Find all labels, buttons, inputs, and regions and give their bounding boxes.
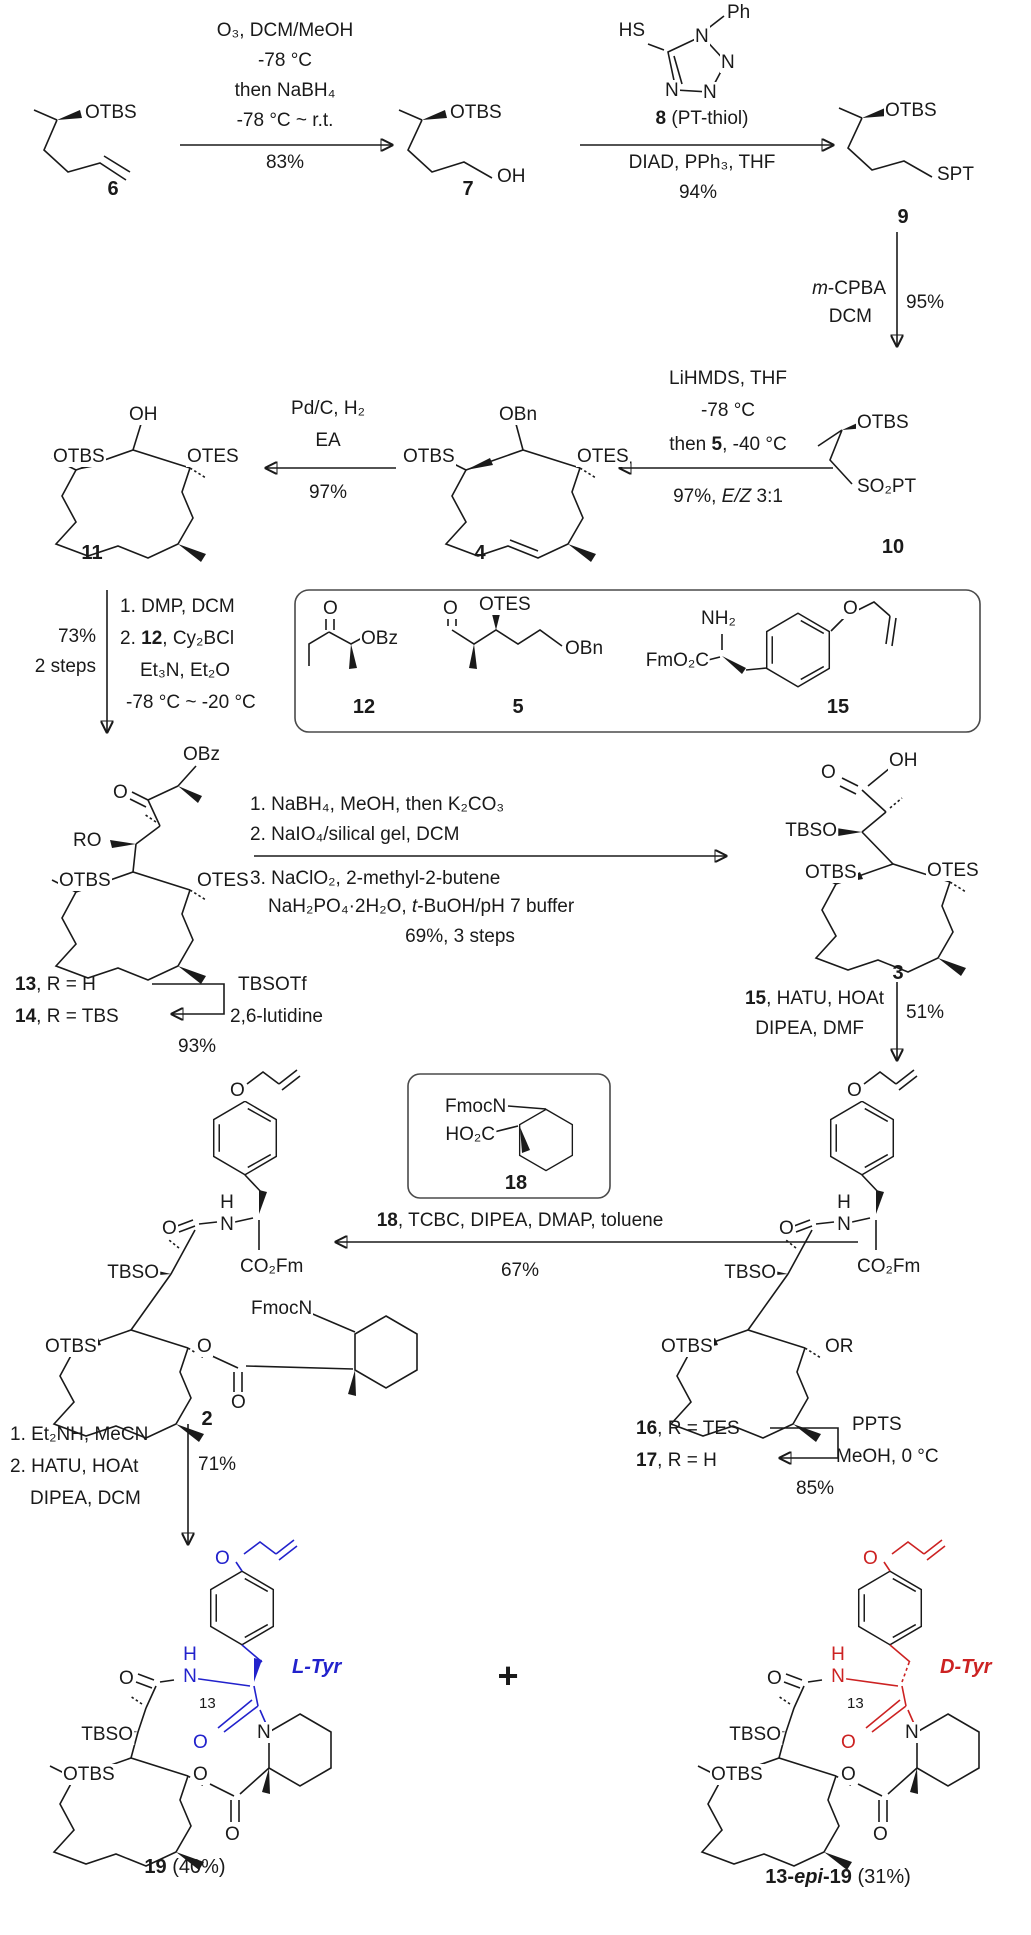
caption-19 [144, 1856, 225, 1878]
structure-11 [52, 424, 206, 562]
arrow-step9 [152, 984, 224, 1014]
step6-yield: 73% [57, 626, 96, 647]
label-fmocn-2: FmocN [251, 1298, 313, 1319]
step6-reagent-line: Et₃N, Et₂O [140, 660, 231, 681]
label-otes-11: OTES [187, 446, 239, 467]
step7-buffer-b: -BuOH/pH 7 buffer [417, 896, 575, 917]
label-o-ester-epi19: O [841, 1764, 856, 1785]
label-otbs-2: OTBS [45, 1336, 97, 1357]
step3-mcpba-italic: m [812, 278, 828, 299]
step5-reagent-line: EA [315, 430, 341, 451]
structure-2 [50, 1070, 417, 1442]
label-nh2-15: NH₂ [701, 608, 736, 629]
label-o-5: O [443, 598, 458, 619]
label-o-peptide-epi19: O [841, 1732, 856, 1753]
step8-reagents: , HATU, HOAt [766, 988, 884, 1009]
compound-number-17: 17 [636, 1450, 658, 1471]
label-or-16: OR [825, 1336, 854, 1357]
step12-yield: 71% [198, 1454, 237, 1475]
label-ltyr-19 [292, 1656, 341, 1678]
label-n-19: N [183, 1666, 197, 1687]
compound-number-15: 15 [826, 696, 850, 718]
step1-reagent-line: then NaBH₄ [234, 80, 336, 101]
label-obn-5: OBn [565, 638, 604, 659]
label-o-3: O [821, 762, 836, 783]
compound-number-19: 19 [144, 1856, 167, 1878]
label-n-pip-epi19: N [905, 1722, 919, 1743]
label-o-allyl-16: O [847, 1080, 862, 1101]
variant-17-r: , R = H [657, 1450, 717, 1471]
label-o-carbonyl-epi19: O [873, 1824, 888, 1845]
label-obn-4: OBn [499, 404, 538, 425]
compound-number-4: 4 [474, 542, 486, 564]
label-n-epi19: N [831, 1666, 845, 1687]
step6-2: 2. [120, 628, 142, 649]
step1-reagent-line: O₃, DCM/MeOH [216, 20, 354, 41]
step2-reagent-line: DIAD, PPh₃, THF [628, 152, 776, 173]
label-tbso-19: TBSO [81, 1724, 133, 1745]
label-h-16: H [837, 1192, 851, 1213]
step6-reagent-line: -78 °C ~ -20 °C [126, 692, 256, 713]
step4-yield-b: 3:1 [751, 486, 783, 507]
step7-tbuoh-italic: t [411, 896, 418, 917]
label-ho2c-18: HO₂C [445, 1124, 495, 1145]
label-o-13: O [113, 782, 128, 803]
compound-number-9: 9 [897, 206, 909, 228]
step7-reagent-line: 3. NaClO₂, 2-methyl-2-butene [250, 868, 501, 889]
step1-reagent-line: -78 °C [257, 50, 313, 71]
structure-5 [448, 612, 562, 669]
label-otbs-13: OTBS [59, 870, 111, 891]
label-otes-13: OTES [197, 870, 249, 891]
variant-14 [15, 1006, 119, 1027]
step7-reagent-line: 1. NaBH₄, MeOH, then K₂CO₃ [250, 794, 505, 815]
label-oh-3: OH [889, 750, 918, 771]
step12-reagent-line: 1. Et₂NH, MeCN [10, 1424, 149, 1445]
label-o-amide-16: O [779, 1218, 794, 1239]
label-otbs-7: OTBS [450, 102, 502, 123]
step2-reagent-label [656, 108, 749, 129]
label-fmo2c-15: FmO₂C [645, 650, 709, 671]
label-o-allyl-19: O [215, 1548, 230, 1569]
variant-16 [636, 1418, 740, 1439]
label-so2pt-10: SO₂PT [857, 476, 917, 497]
label-obz-12: OBz [361, 628, 398, 649]
label-tbso-epi19: TBSO [729, 1724, 781, 1745]
step5-reagent-line: Pd/C, H₂ [291, 398, 365, 419]
step3-yield: 95% [906, 292, 945, 313]
label-h-2: H [220, 1192, 234, 1213]
label-n-16: N [837, 1214, 851, 1235]
label-oh-11: OH [129, 404, 158, 425]
compound-number-13: 13 [15, 974, 37, 995]
compound-number-16: 16 [636, 1418, 658, 1439]
label-o-carbonyl-19: O [225, 1824, 240, 1845]
label-n-2: N [220, 1214, 234, 1235]
label-c13-19: 13 [199, 1695, 216, 1712]
label-obz-13: OBz [183, 744, 220, 765]
ltyr-rest: -Tyr [304, 1656, 342, 1678]
variant-13-r: , R = H [36, 974, 96, 995]
plus-sign: + [497, 1655, 519, 1696]
label-o-allyl-epi19: O [863, 1548, 878, 1569]
step4-yield [673, 486, 783, 507]
step4-then: then [669, 434, 712, 455]
step6-cy2bcl: , Cy₂BCl [162, 628, 235, 649]
caption-epi19-yield: (31%) [851, 1866, 911, 1888]
compound-number-10: 10 [881, 536, 905, 558]
compound-number-5: 5 [512, 696, 524, 718]
step8-reagent-line: DIPEA, DMF [755, 1018, 864, 1039]
label-n-8: N [665, 80, 679, 101]
step4-reagent-line: LiHMDS, THF [669, 368, 787, 389]
label-tbso-2: TBSO [107, 1262, 159, 1283]
label-otbs-19: OTBS [63, 1764, 115, 1785]
label-oh-7: OH [497, 166, 526, 187]
compound-number-8: 8 [655, 108, 667, 129]
label-spt-9: SPT [937, 164, 974, 185]
step7-buffer-a: NaH₂PO₄·2H₂O, [268, 896, 412, 917]
step10-reagents: , TCBC, DIPEA, DMAP, toluene [397, 1210, 664, 1231]
caption-epi19-19: -19 [823, 1866, 852, 1888]
label-o-amide-epi19: O [767, 1668, 782, 1689]
reagent-box-1 [295, 590, 980, 732]
step9-reagent-line: TBSOTf [238, 974, 307, 995]
compound-number-5-ref: 5 [711, 434, 723, 455]
step6-reagent-line [120, 628, 234, 649]
caption-epi19 [765, 1866, 911, 1888]
label-n-8: N [695, 26, 709, 47]
label-n-pip-19: N [257, 1722, 271, 1743]
variant-13 [15, 974, 96, 995]
step8-yield: 51% [906, 1002, 945, 1023]
label-fmocn-18: FmocN [445, 1096, 507, 1117]
label-ro-13: RO [73, 830, 102, 851]
step2-reagent-rest: (PT-thiol) [666, 108, 749, 129]
dtyr-rest: -Tyr [954, 1656, 992, 1678]
step11-reagent-line: PPTS [852, 1414, 902, 1435]
label-otes-5: OTES [479, 594, 531, 615]
label-hs-8: HS [618, 20, 645, 41]
step6-yield-steps: 2 steps [34, 656, 96, 677]
compound-number-14: 14 [15, 1006, 37, 1027]
label-co2fm-2: CO₂Fm [240, 1256, 304, 1277]
step4-temp: , -40 °C [722, 434, 787, 455]
step4-yield-a: 97%, [673, 486, 722, 507]
structure-8-pt-thiol [648, 16, 726, 92]
label-otbs-10: OTBS [857, 412, 909, 433]
variant-16-r: , R = TES [657, 1418, 740, 1439]
step9-reagent-line: 2,6-lutidine [230, 1006, 323, 1027]
label-o-amide-2: O [162, 1218, 177, 1239]
step3-mcpba-rest: -CPBA [827, 278, 886, 299]
label-otbs-9: OTBS [885, 100, 937, 121]
caption-epi19-13: 13- [765, 1866, 795, 1888]
step5-yield: 97% [308, 482, 348, 503]
step10-reagent-line [377, 1210, 664, 1231]
variant-14-r: , R = TBS [36, 1006, 119, 1027]
label-otbs-11: OTBS [53, 446, 105, 467]
step2-yield: 94% [678, 182, 718, 203]
label-h-epi19: H [831, 1644, 845, 1665]
label-otbs-6: OTBS [85, 102, 137, 123]
compound-number-12: 12 [352, 696, 376, 718]
label-o-12: O [323, 598, 338, 619]
variant-17 [636, 1450, 717, 1471]
compound-number-7: 7 [462, 178, 474, 200]
step6-reagent-line: 1. DMP, DCM [120, 596, 235, 617]
compound-number-12-ref: 12 [141, 628, 163, 649]
step4-ez-italic: E/Z [721, 486, 752, 507]
label-n-8: N [703, 82, 717, 103]
compound-number-15-ref: 15 [744, 988, 767, 1009]
step11-reagent-line: MeOH, 0 °C [836, 1446, 939, 1467]
step4-reagent-line [669, 434, 786, 455]
compound-number-11: 11 [81, 542, 103, 564]
step7-reagent-line [268, 896, 574, 917]
label-o-carbonyl-2: O [231, 1392, 246, 1413]
label-o-15: O [843, 598, 858, 619]
step10-yield: 67% [500, 1260, 540, 1281]
step7-reagent-line: 2. NaIO₄/silical gel, DCM [250, 824, 460, 845]
compound-number-3: 3 [892, 962, 904, 984]
label-otes-4: OTES [577, 446, 629, 467]
step11-yield: 85% [796, 1478, 835, 1499]
dtyr-d: D [940, 1656, 955, 1678]
step4-reagent-line: -78 °C [700, 400, 756, 421]
label-otbs-3: OTBS [805, 862, 857, 883]
step12-reagent-line: 2. HATU, HOAt [10, 1456, 139, 1477]
caption-epi19-epi: epi [794, 1866, 823, 1888]
step12-reagent-line: DIPEA, DCM [30, 1488, 141, 1509]
label-ph-8: Ph [727, 2, 751, 23]
step9-yield: 93% [178, 1036, 217, 1057]
step8-reagent-line [745, 988, 884, 1009]
label-o-ester-19: O [193, 1764, 208, 1785]
label-tbso-16: TBSO [724, 1262, 776, 1283]
label-o-allyl-2: O [230, 1080, 245, 1101]
label-c13-epi19: 13 [847, 1695, 864, 1712]
label-otbs-epi19: OTBS [711, 1764, 763, 1785]
label-o-ester-2: O [197, 1336, 212, 1357]
compound-number-18-ref: 18 [376, 1210, 398, 1231]
label-otbs-4: OTBS [403, 446, 455, 467]
step1-yield: 83% [265, 152, 305, 173]
label-otbs-16: OTBS [661, 1336, 713, 1357]
step3-reagent-line: DCM [828, 306, 872, 327]
label-n-8: N [721, 52, 735, 73]
step3-reagent-line [812, 278, 886, 299]
label-o-amide-19: O [119, 1668, 134, 1689]
label-h-19: H [183, 1644, 197, 1665]
compound-number-2: 2 [201, 1408, 213, 1430]
label-co2fm-16: CO₂Fm [857, 1256, 921, 1277]
compound-number-18: 18 [504, 1172, 528, 1194]
ltyr-l: L [292, 1656, 305, 1678]
label-otes-3: OTES [927, 860, 979, 881]
step7-yield: 69%, 3 steps [405, 926, 515, 947]
structure-4 [442, 424, 596, 562]
step1-reagent-line: -78 °C ~ r.t. [236, 110, 334, 131]
label-o-peptide-19: O [193, 1732, 208, 1753]
compound-number-6: 6 [107, 178, 119, 200]
label-dtyr-epi19 [940, 1656, 992, 1678]
structure-12 [309, 614, 362, 669]
caption-19-yield: (40%) [166, 1856, 226, 1878]
label-tbso-3: TBSO [785, 820, 837, 841]
